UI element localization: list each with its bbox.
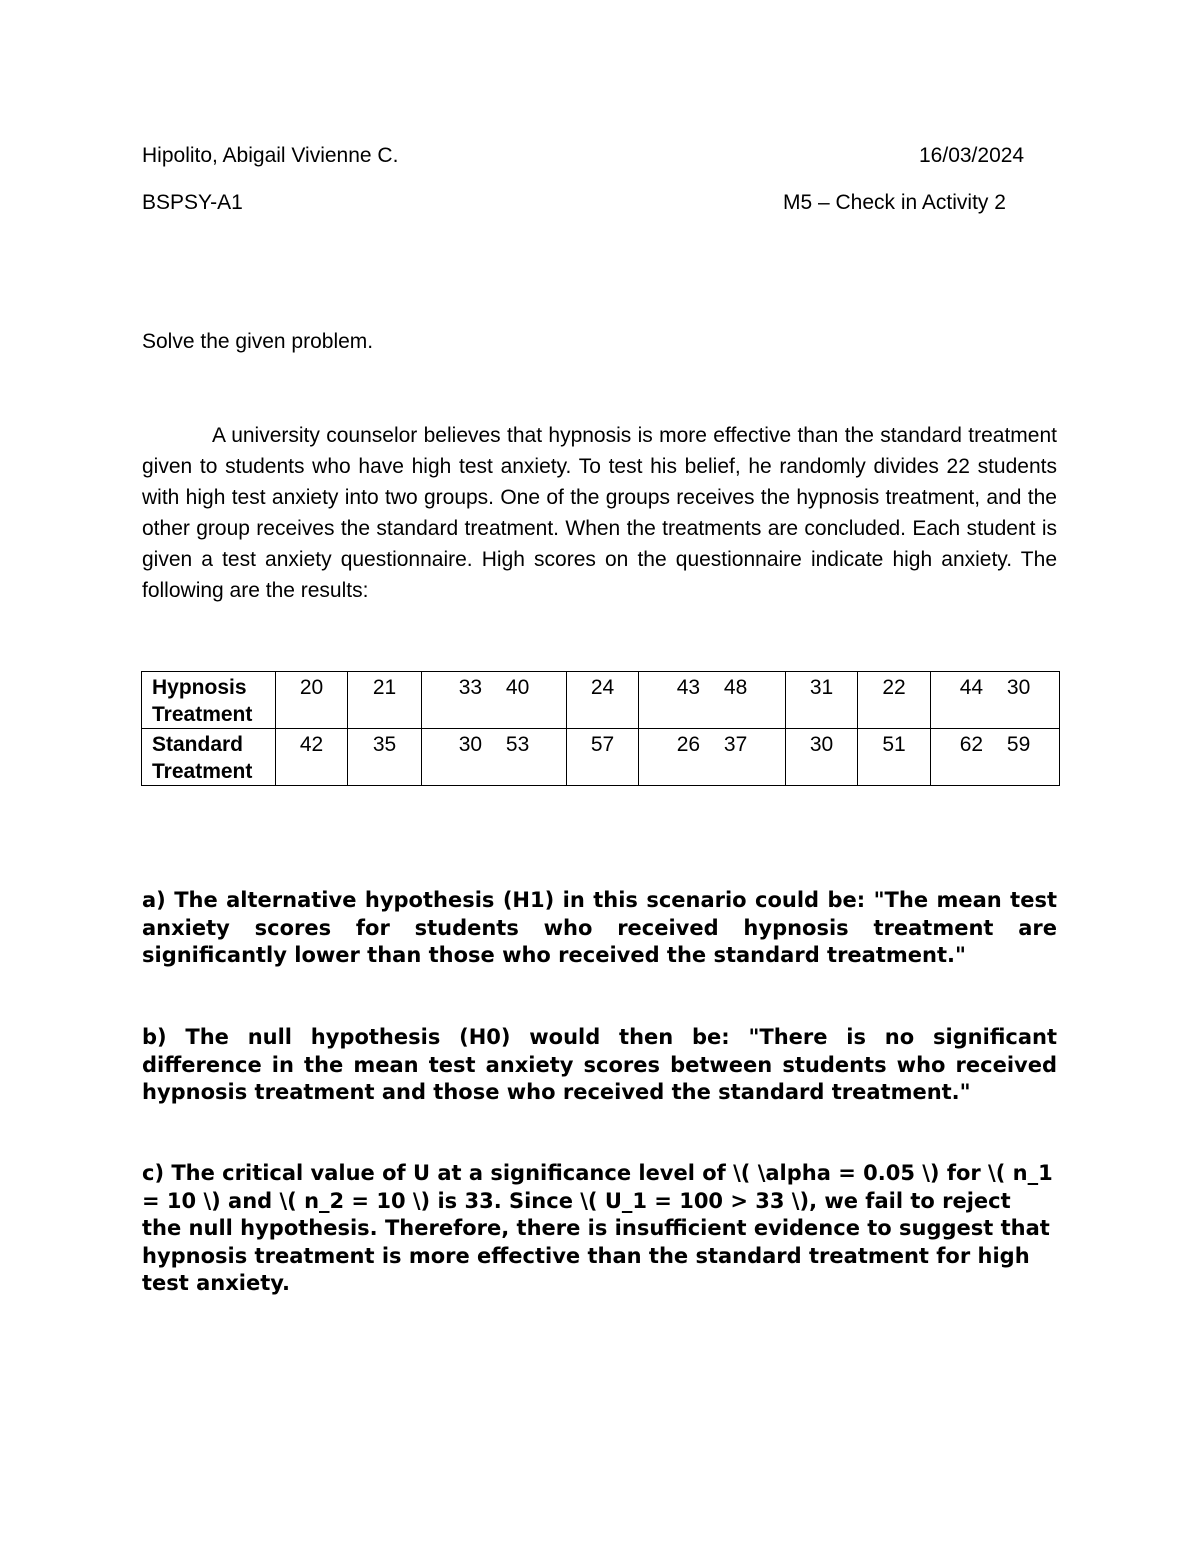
row-label-hypnosis: Hypnosis Treatment: [142, 672, 276, 729]
table-cell: 30 53: [422, 729, 567, 786]
table-cell: 30: [786, 729, 858, 786]
table-cell: 31: [786, 672, 858, 729]
answer-c-conclusion: c) The critical value of U at a significance level of \( \alpha = 0.05 \) for \( n_1 = 10 \) and \( n_2 = 10 \) is 33. Since \( U_1 = 100 > 33 \), we fail to reject the null hypothesis. Therefore, there is insufficient evidence to suggest that hypnosis treatment is more effective than the standard treatment for high test anxiety.: [142, 1161, 1053, 1295]
table-cell: 26 37: [639, 729, 786, 786]
row-label-standard: Standard Treatment: [142, 729, 276, 786]
table-cell: 33 40: [422, 672, 567, 729]
table-row-hypnosis: [142, 672, 1060, 729]
activity-title: M5 – Check in Activity 2: [783, 191, 1006, 214]
student-name: Hipolito, Abigail Vivienne C.: [142, 144, 399, 167]
table-cell: 22: [858, 672, 931, 729]
table-cell: 57: [567, 729, 639, 786]
table-cell: 44 30: [931, 672, 1060, 729]
table-cell: 43 48: [639, 672, 786, 729]
table-cell: 20: [276, 672, 348, 729]
table-cell: 24: [567, 672, 639, 729]
table-cell: 21: [348, 672, 422, 729]
submission-date: 16/03/2024: [919, 144, 1025, 167]
table-row-standard: [142, 729, 1060, 786]
instruction: Solve the given problem.: [142, 330, 374, 353]
table-cell: 62 59: [931, 729, 1060, 786]
table-cell: 42: [276, 729, 348, 786]
table-cell: 51: [858, 729, 931, 786]
student-section: BSPSY-A1: [142, 191, 243, 214]
table-cell: 35: [348, 729, 422, 786]
problem-statement: A university counselor believes that hypnosis is more effective than the standard treatment given to students who have high test anxiety. To test his belief, he randomly divides 22 students with high test anxiety into two groups. One of the groups receives the hypnosis treatment, and the other group receives the standard treatment. When the treatments are concluded. Each student is given a test anxiety questionnaire. High scores on the questionnaire indicate high anxiety. The following are the results:: [142, 424, 1057, 602]
answer-b-null-hypothesis: b) The null hypothesis (H0) would then be: "There is no significant difference in the mean test anxiety scores between students who received hypnosis treatment and those who received the standard treatment.": [142, 1025, 1057, 1104]
results-table: [141, 671, 1060, 786]
answer-a-alternative-hypothesis: a) The alternative hypothesis (H1) in this scenario could be: "The mean test anxiety scores for students who received hypnosis treatment are significantly lower than those who received the standard treatment.": [142, 888, 1057, 967]
